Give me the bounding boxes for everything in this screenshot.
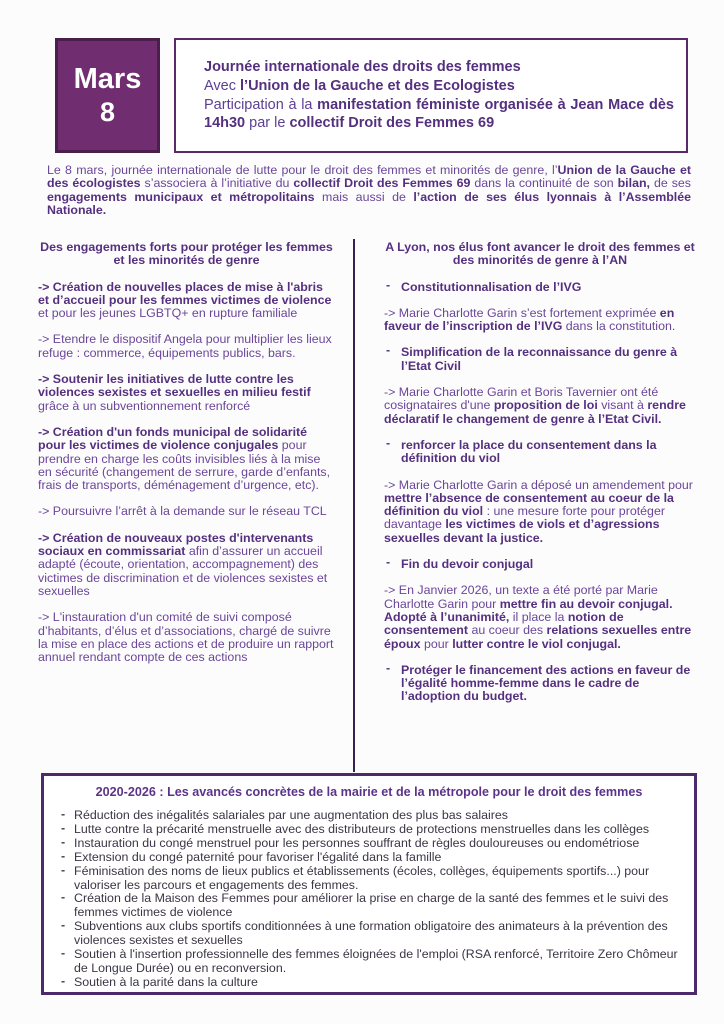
left-column-item: -> Soutenir les initiatives de lutte contre les violences sexistes et sexuelles en milieu festif grâce à un subventionnement renforcé <box>38 372 311 413</box>
right-column-item: -> Marie Charlotte Garin a déposé un amendement pour mettre l’absence de consentement au coeur de la définition du viol : une mesure forte pour protéger davantage les victimes de viols et d’agressions sexuelles devant la justice. <box>384 477 693 545</box>
bottom-box-items <box>56 809 682 990</box>
achievement-item <box>56 809 682 823</box>
header-title-box <box>174 38 688 153</box>
header-title-line: Participation à la manifestation féministe organisée à Jean Mace dès 14h30 par le collectif Droit des Femmes 69 <box>204 96 674 132</box>
right-column-header: A Lyon, nos élus font avancer le droit des femmes et des minorités de genre à l’AN <box>385 240 695 268</box>
dash-bullet: - <box>61 973 66 988</box>
dash-bullet: - <box>61 918 66 933</box>
achievement-text: Soutien à la parité dans la culture <box>74 974 258 989</box>
dash-bullet: - <box>61 848 66 863</box>
left-column-item: -> Création de nouveaux postes d'intervenants sociaux en commissariat afin d’assurer un accueil adapté (écoute, orientation, accompagnement) des victimes de discrimination et de violences sexistes et sexuelles <box>38 530 328 598</box>
achievements-box <box>41 773 697 995</box>
left-column-item: -> Création d'un fonds municipal de solidarité pour les victimes de violence conjugales pour prendre en charge les coûts invisibles liés à la mise en sécurité (changement de serrure, garde d’enfants, frais de transports, déménagement d’urgence, etc). <box>38 424 331 493</box>
dash-bullet: - <box>386 555 391 570</box>
dash-bullet: - <box>386 660 391 675</box>
dash-bullet: - <box>61 820 66 835</box>
dash-bullet: - <box>61 834 66 849</box>
achievement-item <box>56 848 682 865</box>
dash-bullet: - <box>61 890 66 905</box>
achievement-item <box>56 862 682 893</box>
achievement-text: Extension du congé paternité pour favoriser l'égalité dans la famille <box>74 849 442 864</box>
achievement-item <box>56 820 682 837</box>
dash-bullet: - <box>386 435 391 450</box>
column-divider <box>353 239 355 772</box>
achievement-text: Lutte contre la précarité menstruelle avec des distributeurs de protections menstruelles dans les collèges <box>74 821 650 836</box>
achievement-text: Féminisation des noms de lieux publics et établissements (écoles, collèges, équipements sportifs...) pour valoriser les parcours et engagements des femmes. <box>74 863 650 892</box>
right-column-item: -> En Janvier 2026, un texte a été porté par Marie Charlotte Garin pour mettre fin au devoir conjugal. Adopté à l’unanimité, il place la notion de consentement au coeur des relations sexuelles entre époux pour lutter contre le viol conjugal. <box>384 583 692 651</box>
left-column-header: Des engagements forts pour protéger les femmes et les minorités de genre <box>40 240 333 268</box>
achievement-item <box>56 834 682 851</box>
date-month: Mars <box>73 63 142 95</box>
left-column <box>38 241 335 677</box>
achievements-title: 2020-2026 : Les avancés concrètes de la mairie et de la métropole pour le droit des femmes <box>95 785 643 799</box>
left-column-item: -> Création de nouvelles places de mise à l'abris et d’accueil pour les femmes victimes de violence et pour les jeunes LGBTQ+ en rupture familiale <box>38 279 332 321</box>
date-badge <box>55 38 160 153</box>
dash-bullet: - <box>386 343 391 358</box>
achievement-item <box>56 948 682 976</box>
header-title-line: Avec l’Union de la Gauche et des Ecologistes <box>204 77 515 94</box>
dash-bullet: - <box>386 277 391 292</box>
achievement-text: Soutien à l'insertion professionnelle des femmes éloignées de l'emploi (RSA renforcé, Territoire Zero Chômeur de Longue Durée) ou en reconversion. <box>74 947 678 975</box>
achievement-text: Création de la Maison des Femmes pour améliorer la prise en charge de la santé des femmes et le suivi des femmes victimes de violence <box>74 891 669 920</box>
achievement-item <box>56 892 682 920</box>
right-column-item: -> Marie Charlotte Garin et Boris Tavernier ont été cosignataires d'une proposition de loi visant à rendre déclaratif le changement de genre à l’Etat Civil. <box>384 385 686 426</box>
left-column-items <box>38 281 335 665</box>
dash-bullet: - <box>61 862 66 877</box>
header-title-line: Journée internationale des droits des femmes <box>204 59 521 76</box>
right-column-item: - Simplification de la reconnaissance du genre à l’Etat Civil <box>386 343 678 373</box>
right-column <box>384 241 696 717</box>
right-column-item: -> Marie Charlotte Garin s’est fortement exprimée en faveur de l’inscription de l’IVG dans la constitution. <box>384 305 676 334</box>
achievement-text: Subventions aux clubs sportifs conditionnées à une formation obligatoire des animateurs à la prévention des violences sexistes et sexuelles <box>74 919 668 948</box>
dash-bullet: - <box>61 807 66 821</box>
intro-paragraph: Le 8 mars, journée internationale de lutte pour le droit des femmes et minorités de genre, l’Union de la Gauche et des écologistes s’associera à l’initiative du collectif Droit des Femmes 69 dans la continuité de son bilan, de ses engagements municipaux et métropolitains mais aussi de l’action de ses élus lyonnais à l’Assemblée Nationale. <box>47 163 692 218</box>
right-column-item: - Constitutionnalisation de l’IVG <box>386 277 582 294</box>
right-column-item: - Protéger le financement des actions en faveur de l’égalité homme-femme dans le cadre de l’adoption du budget. <box>386 660 691 704</box>
right-column-item: - renforcer la place du consentement dans la définition du viol <box>386 435 657 466</box>
achievement-text: Réduction des inégalités salariales par une augmentation des plus bas salaires <box>74 808 508 822</box>
right-column-item: - Fin du devoir conjugal <box>386 555 534 572</box>
achievement-item <box>56 973 682 990</box>
left-column-item: -> Etendre le dispositif Angela pour multiplier les lieux refuge : commerce, équipements publics, bars. <box>38 332 332 360</box>
achievement-text: Instauration du congé menstruel pour les personnes souffrant de règles douloureuses ou endométriose <box>74 835 640 850</box>
right-column-items <box>384 277 696 704</box>
date-day: 8 <box>99 97 116 127</box>
dash-bullet: - <box>61 946 66 961</box>
left-column-item: -> L'instauration d'un comité de suivi composé d’habitants, d’élus et d’associations, chargé de suivre la mise en place des actions et de produire un rapport annuel rendant compte de ces actions <box>38 610 334 665</box>
header-title-lines <box>204 58 674 132</box>
achievement-item <box>56 920 682 948</box>
left-column-item: -> Poursuivre l’arrêt à la demande sur le réseau TCL <box>38 504 327 519</box>
